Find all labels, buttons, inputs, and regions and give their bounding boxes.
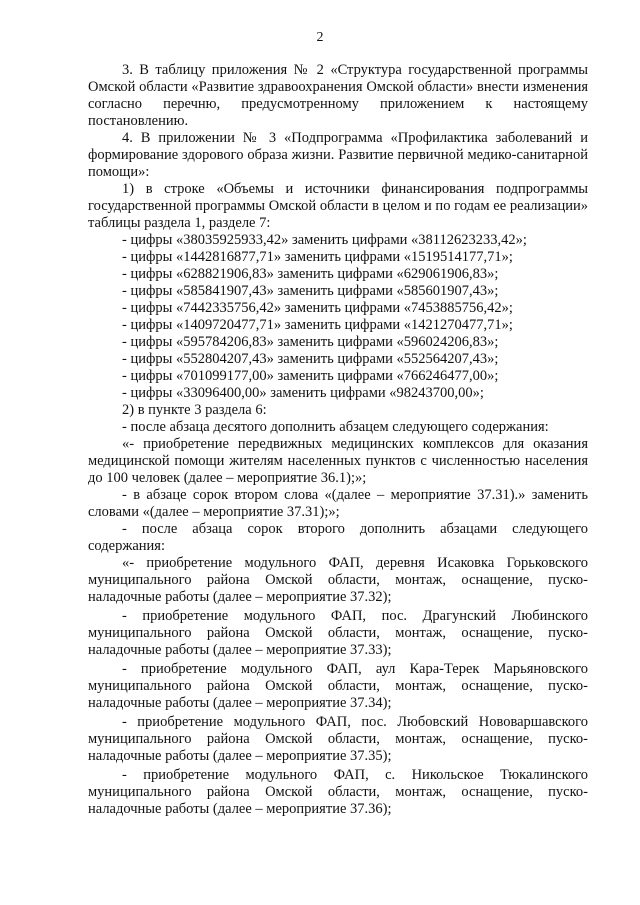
- list-item: - цифры «7442335756,42» заменить цифрами «7453885756,42»;: [122, 300, 513, 316]
- list-item: - цифры «1442816877,71» заменить цифрами «1519514177,71»;: [122, 249, 513, 265]
- inserted-paragraph: - приобретение модульного ФАП, пос. Любовский Нововаршавского муниципального района Омской области, монтаж, оснащение, пуско-наладочные работы (далее – мероприятие 37.35);: [88, 714, 588, 764]
- list-item: - после абзаца сорок второго дополнить абзацами следующего содержания:: [88, 521, 588, 554]
- list-item: - цифры «701099177,00» заменить цифрами «766246477,00»;: [122, 368, 499, 384]
- list-item: - цифры «585841907,43» заменить цифрами «585601907,43»;: [122, 283, 499, 299]
- list-item: - цифры «628821906,83» заменить цифрами «629061906,83»;: [122, 266, 499, 282]
- list-item: - цифры «595784206,83» заменить цифрами «596024206,83»;: [122, 334, 499, 350]
- inserted-paragraph: - приобретение модульного ФАП, пос. Драгунский Любинского муниципального района Омской области, монтаж, оснащение, пуско-наладочные работы (далее – мероприятие 37.33);: [88, 608, 588, 658]
- inserted-paragraph: «- приобретение модульного ФАП, деревня Исаковка Горьковского муниципального района Омской области, монтаж, оснащение, пуско-наладочные работы (далее – мероприятие 37.32);: [88, 555, 588, 605]
- list-item: - в абзаце сорок втором слова «(далее – мероприятие 37.31).» заменить словами «(далее – мероприятие 37.31);»;: [88, 487, 588, 520]
- subparagraph-1: 1) в строке «Объемы и источники финансирования подпрограммы государственной программы Омской области в целом и по годам ее реализации» таблицы раздела 1, разделе 7:: [88, 181, 588, 231]
- list-item: - после абзаца десятого дополнить абзацем следующего содержания:: [122, 419, 549, 435]
- list-item: - цифры «552804207,43» заменить цифрами «552564207,43»;: [122, 351, 499, 367]
- list-item: - цифры «33096400,00» заменить цифрами «98243700,00»;: [122, 385, 484, 401]
- paragraph-4: 4. В приложении № 3 «Подпрограмма «Профилактика заболеваний и формирование здорового образа жизни. Развитие первичной медико-санитарной помощи»:: [88, 130, 588, 180]
- subparagraph-2: 2) в пункте 3 раздела 6:: [122, 402, 267, 418]
- inserted-paragraph: - приобретение модульного ФАП, аул Кара-Терек Марьяновского муниципального района Омской области, монтаж, оснащение, пуско-наладочные работы (далее – мероприятие 37.34);: [88, 661, 588, 711]
- paragraph-3: 3. В таблицу приложения № 2 «Структура государственной программы Омской области «Развитие здравоохранения Омской области» внести изменения согласно перечню, предусмотренному приложением к настоящему постановлению.: [88, 62, 588, 129]
- inserted-paragraph: «- приобретение передвижных медицинских комплексов для оказания медицинской помощи жителям населенных пунктов с численностью населения до 100 человек (далее – мероприятие 36.1);»;: [88, 436, 588, 486]
- document-body: [88, 62, 588, 818]
- list-item: - цифры «1409720477,71» заменить цифрами «1421270477,71»;: [122, 317, 513, 333]
- inserted-paragraph: - приобретение модульного ФАП, с. Никольское Тюкалинского муниципального района Омской области, монтаж, оснащение, пуско-наладочные работы (далее – мероприятие 37.36);: [88, 767, 588, 817]
- list-item: - цифры «38035925933,42» заменить цифрами «38112623233,42»;: [122, 232, 527, 248]
- page-number: 2: [316, 30, 324, 45]
